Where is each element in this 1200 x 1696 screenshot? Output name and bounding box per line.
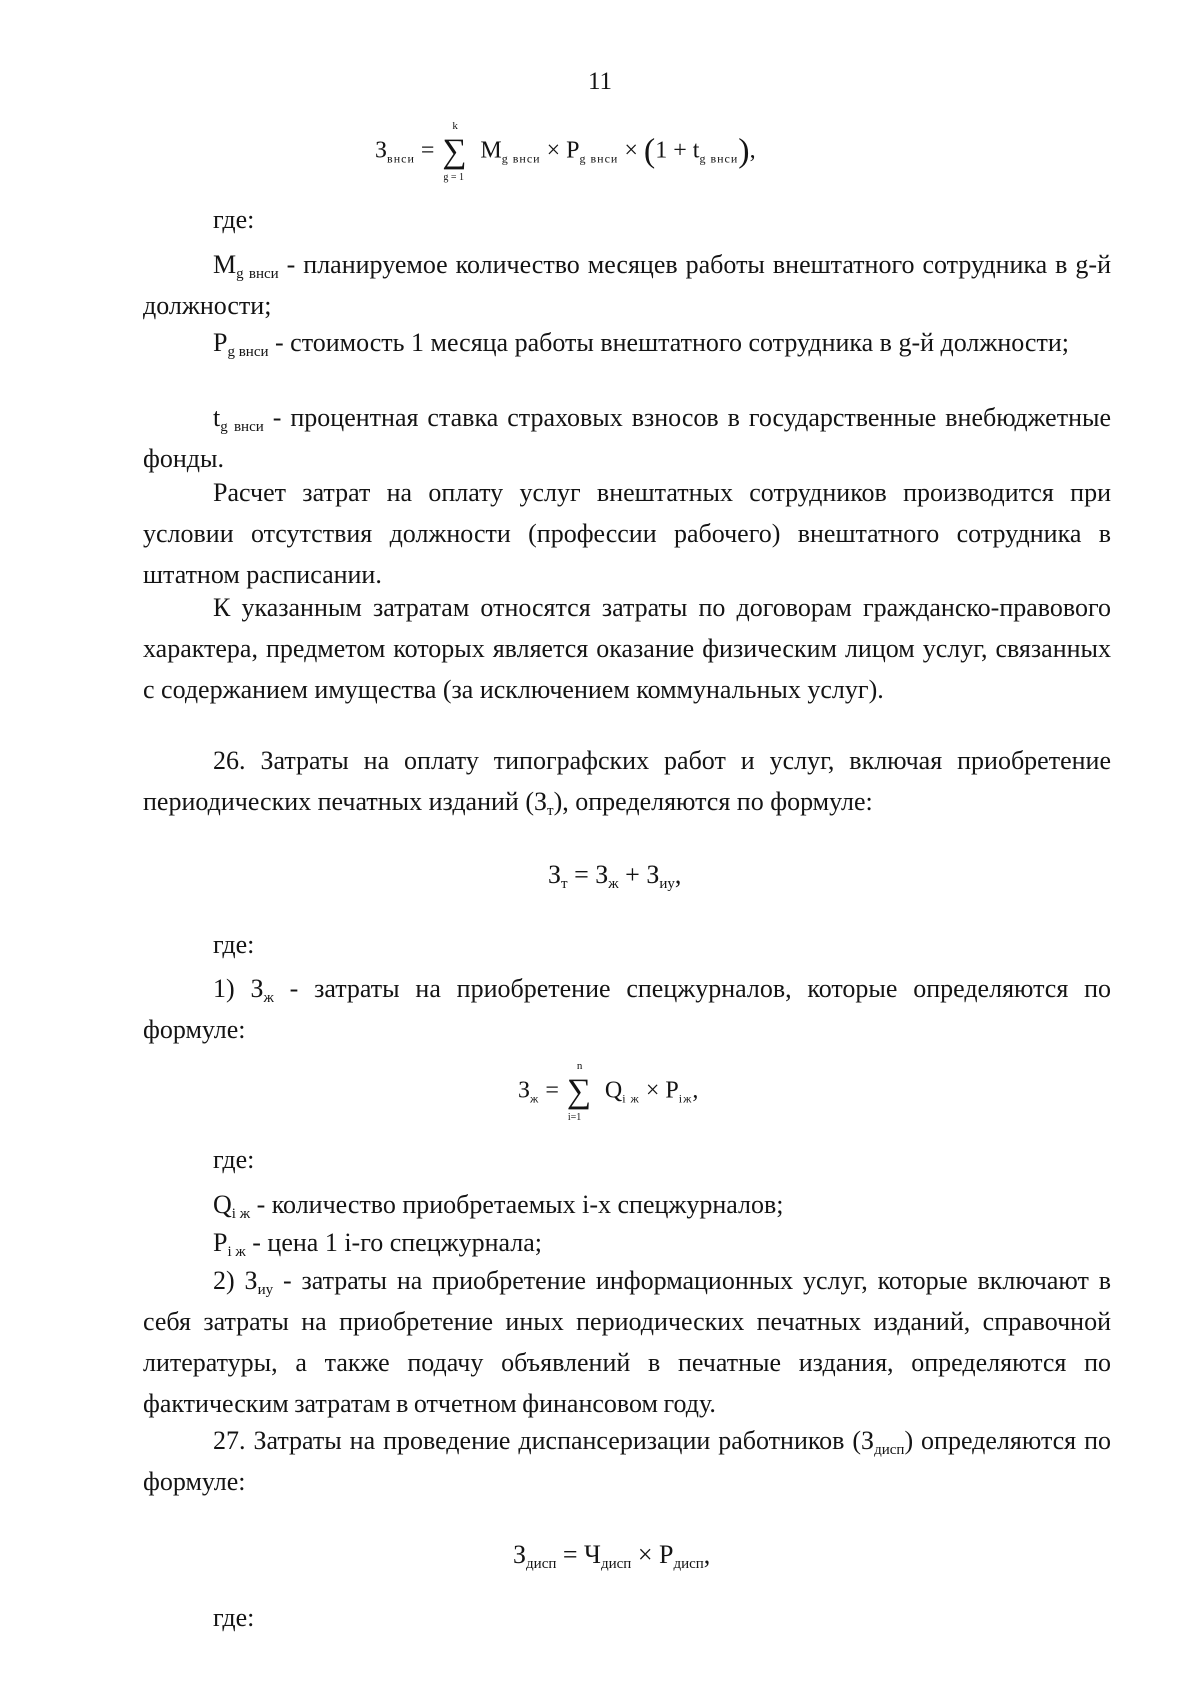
sum-sign: ∑ n i=1	[566, 1060, 592, 1123]
page-number: 11	[587, 68, 613, 95]
where-label: где:	[213, 205, 255, 234]
def-t: $t_{g внси}$ - процентная ставка страховых взносов в государственные внебюджетные фонды.	[143, 403, 1111, 473]
item-1: 1) $З_ж$ - затраты на приобретение спецжурналов, которые определяются по формуле:	[143, 974, 1111, 1044]
where-label: где:	[213, 1145, 255, 1174]
def-q: $Q_{i ж}$ - количество приобретаемых i-х спецжурналов;	[213, 1190, 784, 1222]
def-pi: $P_{i ж}$ - цена 1 i-го спецжурнала;	[213, 1228, 543, 1260]
formula-vnsi: $З_{внси}$ = ∑ k g = 1 $M_{g внси} \times P_{g внси} \times (1 + t_{g внси})$,	[375, 120, 756, 183]
where-label: где:	[213, 930, 255, 959]
paragraph-calc: Расчет затрат на оплату услуг внештатных сотрудников производится при условии отсутствия должности (профессии рабочего) внештатного сотрудника в штатном расписании.	[143, 478, 1111, 589]
item-2: 2) $З_{иу}$ - затраты на приобретение информационных услуг, которые включают в себя затраты на приобретение иных периодических печатных изданий, справочной литературы, а также подачу объявлений в печатные издания, определяются по фактическим затратам в отчетном финансовом году.	[143, 1266, 1111, 1418]
formula-zdisp: $З_{дисп} = Ч_{дисп} \times P_{дисп}$,	[513, 1540, 711, 1572]
def-p: $P_{g внси}$ - стоимость 1 месяца работы внештатного сотрудника в g-й должности;	[213, 328, 1069, 360]
paragraph-27: 27. Затраты на проведение диспансеризации работников $(З_{дисп})$ определяются по формуле:	[143, 1426, 1111, 1496]
where-label: где:	[213, 1603, 255, 1632]
sum-sign: ∑ k g = 1	[442, 120, 467, 183]
def-m: $M_{g внси}$ - планируемое количество месяцев работы внештатного сотрудника в g-й должности;	[143, 250, 1112, 320]
paragraph-26: 26. Затраты на оплату типографских работ и услуг, включая приобретение периодических печатных изданий $(З_т)$, определяются по формуле:	[143, 746, 1111, 819]
formula-zt: $З_т = З_ж + З_{иу}$,	[548, 860, 682, 892]
formula-zzh: $З_ж$ = ∑ n i=1 $Q_{i ж} \times P_{iж}$,	[518, 1060, 699, 1123]
paragraph-related: К указанным затратам относятся затраты по договорам гражданско-правового характера, предметом которых является оказание физическим лицом услуг, связанных с содержанием имущества (за исключением коммунальных услуг).	[143, 593, 1111, 704]
